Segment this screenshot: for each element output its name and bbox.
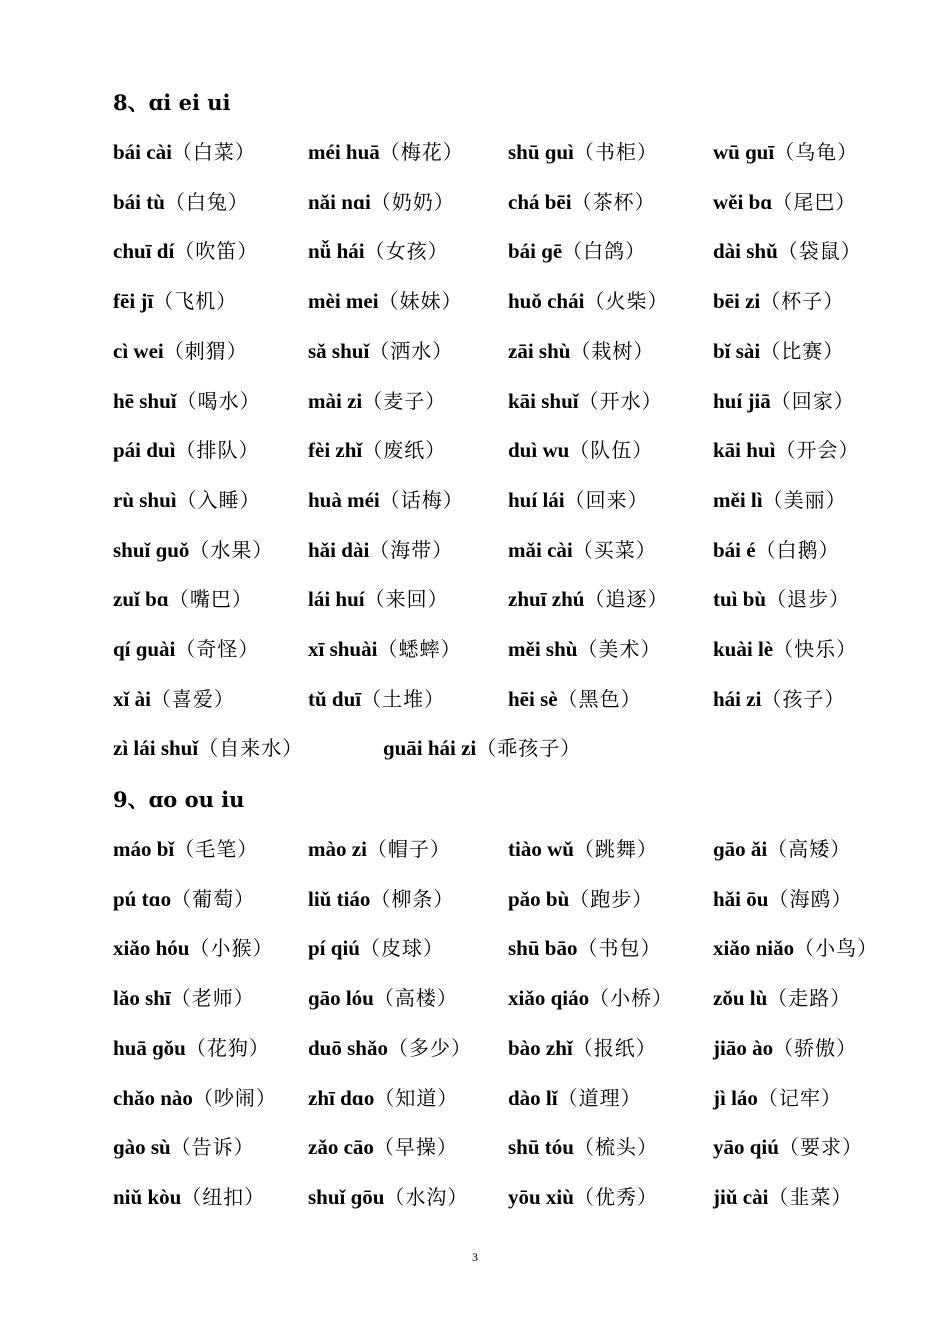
- word-entry: [113, 732, 303, 764]
- hanzi: （开会）: [775, 438, 860, 462]
- word-entry: [713, 633, 857, 665]
- pinyin: zì lái shuǐ: [113, 736, 199, 760]
- word-entry: [508, 1131, 658, 1163]
- hanzi: （袋鼠）: [777, 239, 862, 263]
- pinyin: wū ɡuī: [713, 140, 775, 164]
- word-entry: [713, 484, 847, 516]
- word-row: [113, 484, 893, 516]
- hanzi: （小桥）: [589, 986, 674, 1010]
- pinyin: bēi zi: [713, 289, 761, 313]
- word-entry: [308, 434, 446, 466]
- word-row: [113, 285, 893, 317]
- pinyin: bào zhǐ: [508, 1036, 573, 1060]
- pinyin: bái é: [713, 538, 756, 562]
- hanzi: （梅花）: [379, 140, 464, 164]
- word-entry: [713, 883, 852, 915]
- word-entry: [113, 335, 248, 367]
- word-row: [113, 883, 893, 915]
- hanzi: （追逐）: [584, 587, 669, 611]
- word-entry: [508, 534, 657, 566]
- hanzi: （队伍）: [569, 438, 654, 462]
- hanzi: （嘴巴）: [168, 587, 253, 611]
- hanzi: （葡萄）: [171, 887, 256, 911]
- hanzi: （柳条）: [370, 887, 455, 911]
- word-row: [113, 833, 893, 865]
- word-entry: [713, 932, 878, 964]
- word-entry: [113, 833, 258, 865]
- word-entry: [508, 982, 673, 1014]
- pinyin: lái huí: [308, 587, 365, 611]
- word-entry: [308, 633, 461, 665]
- word-entry: [113, 285, 237, 317]
- word-entry: [713, 534, 840, 566]
- pinyin: huí jiā: [713, 389, 771, 413]
- word-entry: [308, 484, 464, 516]
- hanzi: （乌龟）: [774, 140, 859, 164]
- pinyin: nǚ hái: [308, 239, 365, 263]
- pinyin: bǐ sài: [713, 339, 761, 363]
- hanzi: （女孩）: [364, 239, 449, 263]
- hanzi: （乖孩子）: [476, 736, 582, 760]
- word-entry: [713, 434, 859, 466]
- hanzi: （美丽）: [762, 488, 847, 512]
- pinyin: jiǔ cài: [713, 1185, 769, 1209]
- pinyin: tǔ duī: [308, 687, 362, 711]
- hanzi: （白菜）: [171, 140, 256, 164]
- pinyin: fēi jī: [113, 289, 154, 313]
- pinyin: liǔ tiáo: [308, 887, 371, 911]
- pinyin: shū tóu: [508, 1135, 574, 1159]
- hanzi: （尾巴）: [772, 190, 857, 214]
- word-entry: [113, 434, 259, 466]
- word-entry: [508, 285, 668, 317]
- pinyin: pái duì: [113, 438, 176, 462]
- pinyin: fèi zhǐ: [308, 438, 363, 462]
- word-entry: [713, 1032, 857, 1064]
- word-entry: [113, 186, 249, 218]
- word-entry: [713, 683, 845, 715]
- hanzi: （跳舞）: [573, 837, 658, 861]
- word-row: [113, 534, 893, 566]
- word-entry: [113, 534, 273, 566]
- hanzi: （黑色）: [557, 687, 642, 711]
- pinyin: zhuī zhú: [508, 587, 585, 611]
- word-entry: [113, 1131, 255, 1163]
- word-row: [113, 633, 893, 665]
- hanzi: （记牢）: [757, 1086, 842, 1110]
- hanzi: （书柜）: [573, 140, 658, 164]
- pinyin: huā ɡǒu: [113, 1036, 186, 1060]
- pinyin: xī shuài: [308, 637, 378, 661]
- hanzi: （吵闹）: [192, 1086, 277, 1110]
- word-row: [113, 434, 893, 466]
- word-entry: [113, 484, 261, 516]
- hanzi: （跑步）: [569, 887, 654, 911]
- word-entry: [308, 385, 446, 417]
- hanzi: （奶奶）: [370, 190, 455, 214]
- word-entry: [713, 285, 844, 317]
- pinyin: dài shǔ: [713, 239, 778, 263]
- pinyin: qí ɡuài: [113, 637, 176, 661]
- word-entry: [113, 1181, 265, 1213]
- pinyin: méi huā: [308, 140, 380, 164]
- pinyin: xǐ ài: [113, 687, 151, 711]
- pinyin: ɡào sù: [113, 1135, 171, 1159]
- word-entry: [508, 385, 663, 417]
- hanzi: （栽树）: [570, 339, 655, 363]
- pinyin: duō shǎo: [308, 1036, 388, 1060]
- word-entry: [113, 883, 255, 915]
- hanzi: （帽子）: [366, 837, 451, 861]
- pinyin: chá bēi: [508, 190, 572, 214]
- word-entry: [713, 583, 850, 615]
- hanzi: （飞机）: [153, 289, 238, 313]
- pinyin: měi lì: [713, 488, 763, 512]
- pinyin: pú tɑo: [113, 887, 172, 911]
- hanzi: （刺猬）: [163, 339, 248, 363]
- word-entry: [113, 235, 258, 267]
- hanzi: （高矮）: [767, 837, 852, 861]
- hanzi: （白兔）: [164, 190, 249, 214]
- word-entry: [508, 683, 642, 715]
- word-entry: [308, 335, 453, 367]
- hanzi: （比赛）: [760, 339, 845, 363]
- word-entry: [713, 1082, 842, 1114]
- section-heading: 9、ɑo ou iu: [113, 787, 245, 812]
- pinyin: mèi mei: [308, 289, 379, 313]
- word-row: [113, 385, 893, 417]
- hanzi: （话梅）: [379, 488, 464, 512]
- word-entry: [308, 186, 455, 218]
- word-entry: [113, 136, 256, 168]
- hanzi: （多少）: [387, 1036, 472, 1060]
- hanzi: （来回）: [364, 587, 449, 611]
- hanzi: （回家）: [770, 389, 855, 413]
- pinyin: kuài lè: [713, 637, 774, 661]
- pinyin: lǎo shī: [113, 986, 171, 1010]
- hanzi: （快乐）: [773, 637, 858, 661]
- pinyin: rù shuì: [113, 488, 177, 512]
- word-entry: [508, 883, 653, 915]
- word-row: [113, 1032, 893, 1064]
- hanzi: （海带）: [369, 538, 454, 562]
- word-entry: [508, 1032, 657, 1064]
- pinyin: niǔ kòu: [113, 1185, 182, 1209]
- hanzi: （小猴）: [189, 936, 274, 960]
- pinyin: mài zi: [308, 389, 363, 413]
- pinyin: kāi huì: [713, 438, 776, 462]
- word-entry: [113, 583, 253, 615]
- hanzi: （报纸）: [572, 1036, 657, 1060]
- pinyin: hǎi ōu: [713, 887, 769, 911]
- word-entry: [308, 1131, 458, 1163]
- word-entry: [113, 633, 259, 665]
- pinyin: jì láo: [713, 1086, 758, 1110]
- pinyin: shū ɡuì: [508, 140, 574, 164]
- word-entry: [508, 484, 649, 516]
- hanzi: （韭菜）: [768, 1185, 853, 1209]
- hanzi: （告诉）: [170, 1135, 255, 1159]
- word-entry: [113, 1082, 277, 1114]
- word-row: [113, 583, 893, 615]
- word-entry: [508, 335, 654, 367]
- hanzi: （孩子）: [761, 687, 846, 711]
- hanzi: （知道）: [374, 1086, 459, 1110]
- hanzi: （水沟）: [384, 1185, 469, 1209]
- hanzi: （优秀）: [573, 1185, 658, 1209]
- word-row: [113, 335, 893, 367]
- word-entry: [508, 583, 668, 615]
- pinyin: máo bǐ: [113, 837, 175, 861]
- pinyin: zuǐ bɑ: [113, 587, 169, 611]
- hanzi: （入睡）: [176, 488, 261, 512]
- hanzi: （吹笛）: [174, 239, 259, 263]
- pinyin: xiǎo niǎo: [713, 936, 795, 960]
- pinyin: wěi bɑ: [713, 190, 773, 214]
- word-entry: [508, 1181, 658, 1213]
- pinyin: yāo qiú: [713, 1135, 779, 1159]
- hanzi: （老师）: [170, 986, 255, 1010]
- word-entry: [508, 186, 656, 218]
- word-row: [113, 732, 893, 764]
- section-heading: 8、ɑi ei ui: [113, 90, 231, 115]
- word-entry: [713, 833, 851, 865]
- word-entry: [508, 434, 653, 466]
- hanzi: （早操）: [373, 1135, 458, 1159]
- pinyin: tiào wǔ: [508, 837, 574, 861]
- word-entry: [713, 982, 851, 1014]
- hanzi: （喜爱）: [150, 687, 235, 711]
- word-row: [113, 932, 893, 964]
- word-entry: [308, 683, 445, 715]
- pinyin: tuì bù: [713, 587, 767, 611]
- word-entry: [308, 833, 451, 865]
- word-entry: [308, 1181, 468, 1213]
- hanzi: （花狗）: [185, 1036, 270, 1060]
- word-entry: [113, 982, 255, 1014]
- hanzi: （茶杯）: [571, 190, 656, 214]
- hanzi: （要求）: [778, 1135, 863, 1159]
- hanzi: （美术）: [577, 637, 662, 661]
- pinyin: pí qiú: [308, 936, 360, 960]
- pinyin: hēi sè: [508, 687, 558, 711]
- hanzi: （开水）: [578, 389, 663, 413]
- hanzi: （洒水）: [369, 339, 454, 363]
- pinyin: shuǐ ɡuǒ: [113, 538, 190, 562]
- word-entry: [113, 385, 261, 417]
- pinyin: dào lǐ: [508, 1086, 558, 1110]
- word-entry: [308, 235, 449, 267]
- pinyin: pǎo bù: [508, 887, 570, 911]
- pinyin: zhī dɑo: [308, 1086, 375, 1110]
- pinyin: huí lái: [508, 488, 565, 512]
- word-entry: [713, 136, 858, 168]
- hanzi: （回来）: [564, 488, 649, 512]
- word-entry: [713, 385, 855, 417]
- word-entry: [308, 534, 453, 566]
- pinyin: bái ɡē: [508, 239, 563, 263]
- pinyin: bái cài: [113, 140, 172, 164]
- word-entry: [713, 1131, 863, 1163]
- word-entry: [308, 1082, 458, 1114]
- pinyin: chǎo nào: [113, 1086, 193, 1110]
- hanzi: （奇怪）: [175, 637, 260, 661]
- word-row: [113, 683, 893, 715]
- hanzi: （火柴）: [584, 289, 669, 313]
- word-entry: [713, 335, 844, 367]
- pinyin: mǎi cài: [508, 538, 573, 562]
- word-row: [113, 1181, 893, 1213]
- hanzi: （自来水）: [198, 736, 304, 760]
- pinyin: zǎo cāo: [308, 1135, 374, 1159]
- hanzi: （妹妹）: [378, 289, 463, 313]
- hanzi: （高楼）: [373, 986, 458, 1010]
- word-entry: [308, 982, 458, 1014]
- hanzi: （走路）: [767, 986, 852, 1010]
- hanzi: （海鸥）: [768, 887, 853, 911]
- word-entry: [308, 932, 444, 964]
- word-entry: [308, 583, 449, 615]
- hanzi: （白鹅）: [755, 538, 840, 562]
- word-row: [113, 235, 893, 267]
- pinyin: cì wei: [113, 339, 164, 363]
- pinyin: hái zi: [713, 687, 762, 711]
- pinyin: ɡāo ǎi: [713, 837, 768, 861]
- pinyin: bái tù: [113, 190, 165, 214]
- pinyin: hē shuǐ: [113, 389, 177, 413]
- hanzi: （小鸟）: [794, 936, 879, 960]
- pinyin: zāi shù: [508, 339, 571, 363]
- hanzi: （退步）: [766, 587, 851, 611]
- pinyin: jiāo ào: [713, 1036, 774, 1060]
- word-row: [113, 186, 893, 218]
- word-entry: [508, 633, 661, 665]
- word-entry: [508, 136, 658, 168]
- hanzi: （皮球）: [359, 936, 444, 960]
- word-entry: [713, 1181, 852, 1213]
- word-row: [113, 982, 893, 1014]
- pinyin: nǎi nɑi: [308, 190, 371, 214]
- word-row: [113, 1131, 893, 1163]
- pinyin: zǒu lù: [713, 986, 768, 1010]
- hanzi: （买菜）: [572, 538, 657, 562]
- word-entry: [308, 1032, 472, 1064]
- word-entry: [508, 235, 646, 267]
- pinyin: hǎi dài: [308, 538, 370, 562]
- pinyin: kāi shuǐ: [508, 389, 579, 413]
- word-entry: [713, 235, 862, 267]
- word-entry: [508, 932, 661, 964]
- word-entry: [308, 136, 464, 168]
- hanzi: （土堆）: [361, 687, 446, 711]
- word-entry: [113, 932, 273, 964]
- word-entry: [308, 883, 454, 915]
- pinyin: shuǐ ɡōu: [308, 1185, 385, 1209]
- hanzi: （麦子）: [362, 389, 447, 413]
- word-entry: [508, 833, 658, 865]
- word-entry: [713, 186, 856, 218]
- pinyin: chuī dí: [113, 239, 175, 263]
- hanzi: （杯子）: [760, 289, 845, 313]
- pinyin: mào zi: [308, 837, 367, 861]
- word-row: [113, 1082, 893, 1114]
- word-entry: [113, 1032, 270, 1064]
- pinyin: ɡāo lóu: [308, 986, 374, 1010]
- hanzi: （道理）: [557, 1086, 642, 1110]
- pinyin: xiǎo qiáo: [508, 986, 590, 1010]
- word-entry: [308, 285, 463, 317]
- pinyin: xiǎo hóu: [113, 936, 190, 960]
- hanzi: （喝水）: [176, 389, 261, 413]
- hanzi: （废纸）: [362, 438, 447, 462]
- hanzi: （骄傲）: [773, 1036, 858, 1060]
- pinyin: huǒ chái: [508, 289, 585, 313]
- hanzi: （白鸽）: [562, 239, 647, 263]
- pinyin: yōu xiù: [508, 1185, 574, 1209]
- hanzi: （水果）: [189, 538, 274, 562]
- pinyin: duì wu: [508, 438, 570, 462]
- hanzi: （纽扣）: [181, 1185, 266, 1209]
- pinyin: ɡuāi hái zi: [383, 736, 477, 760]
- word-entry: [508, 1082, 642, 1114]
- hanzi: （毛笔）: [174, 837, 259, 861]
- word-entry: [113, 683, 235, 715]
- word-entry: [383, 732, 581, 764]
- pinyin: měi shù: [508, 637, 578, 661]
- hanzi: （梳头）: [573, 1135, 658, 1159]
- hanzi: （书包）: [577, 936, 662, 960]
- word-row: [113, 136, 893, 168]
- hanzi: （排队）: [175, 438, 260, 462]
- pinyin: huà méi: [308, 488, 380, 512]
- page-number: 3: [472, 1250, 478, 1264]
- pinyin: sǎ shuǐ: [308, 339, 370, 363]
- pinyin: shū bāo: [508, 936, 578, 960]
- hanzi: （蟋蟀）: [377, 637, 462, 661]
